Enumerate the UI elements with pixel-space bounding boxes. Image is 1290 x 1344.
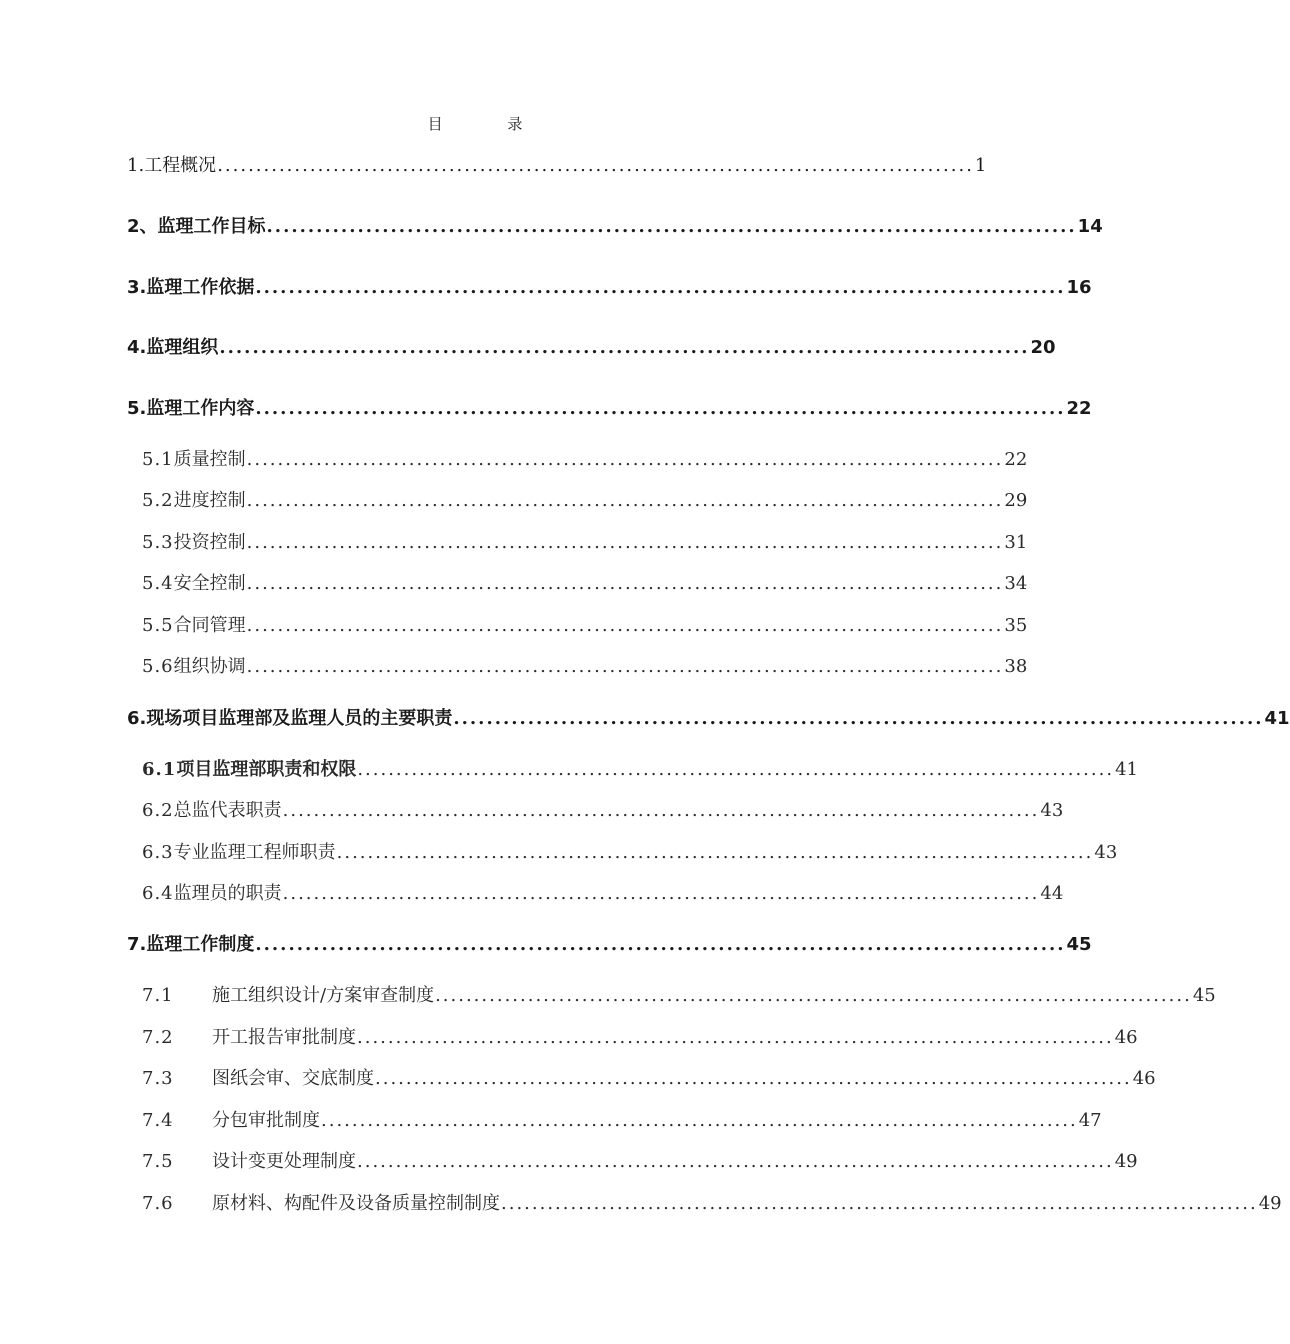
page-number: 14	[1077, 216, 1103, 237]
toc-entry[interactable]	[0, 394, 1092, 424]
entry-number: 7.4	[142, 1110, 174, 1131]
dot-leader: ..................................................................................................	[357, 1027, 1114, 1048]
dot-leader: ..................................................................................................	[435, 985, 1192, 1006]
entry-number: 5.	[127, 398, 147, 419]
page-number: 41	[1115, 759, 1138, 780]
entry-title: 开工报告审批制度	[212, 1027, 356, 1048]
entry-title: 监理工作依据	[146, 277, 255, 298]
dot-leader: ..................................................................................................	[255, 398, 1066, 419]
dot-leader: ..................................................................................................	[246, 615, 1004, 636]
entry-title: 监理工作内容	[146, 398, 255, 419]
toc-entry[interactable]	[0, 273, 1092, 303]
page-number: 35	[1004, 615, 1028, 636]
entry-title: 总监代表职责	[173, 800, 282, 821]
dot-leader: ..................................................................................................	[336, 842, 1094, 863]
page-number: 22	[1004, 449, 1028, 470]
toc-entry[interactable]	[0, 333, 1056, 363]
page-number: 44	[1040, 883, 1064, 904]
dot-leader: ..................................................................................................	[501, 1193, 1258, 1214]
page-title: 目 录	[427, 115, 553, 133]
page-number: 46	[1132, 1068, 1156, 1089]
entry-number: 6.4	[142, 883, 174, 904]
toc-entry[interactable]	[0, 796, 1064, 826]
toc-entry[interactable]	[0, 652, 1028, 682]
toc-entry[interactable]	[0, 528, 1028, 558]
page-number: 45	[1192, 985, 1216, 1006]
toc-entry[interactable]	[0, 1147, 1138, 1177]
dot-leader: ..................................................................................................	[219, 337, 1030, 358]
dot-leader: ..................................................................................................	[357, 1151, 1114, 1172]
dot-leader: ..................................................................................................	[255, 934, 1066, 955]
entry-number: 1.	[127, 155, 145, 176]
page-number: 34	[1004, 573, 1028, 594]
entry-title: 工程概况	[144, 155, 217, 176]
entry-number: 5.5	[142, 615, 174, 636]
page-number: 22	[1066, 398, 1092, 419]
entry-number: 6.1	[142, 759, 177, 780]
toc-entry[interactable]	[0, 569, 1028, 599]
entry-number: 5.4	[142, 573, 174, 594]
dot-leader: ..................................................................................................	[321, 1110, 1078, 1131]
page-number: 1	[974, 155, 987, 176]
entry-number: 5.2	[142, 490, 174, 511]
toc-entry[interactable]	[0, 838, 1118, 868]
entry-number: 2、	[127, 216, 158, 237]
page-number: 41	[1264, 708, 1290, 729]
toc-entry[interactable]	[0, 1064, 1156, 1094]
dot-leader: ..................................................................................................	[357, 759, 1115, 780]
entry-title: 原材料、构配件及设备质量控制制度	[212, 1193, 500, 1214]
entry-number: 7.2	[142, 1027, 174, 1048]
entry-title: 进度控制	[173, 490, 246, 511]
toc-entry[interactable]	[0, 611, 1028, 641]
dot-leader: ..................................................................................................	[246, 573, 1004, 594]
toc-entry[interactable]	[0, 1189, 1282, 1219]
dot-leader: ..................................................................................................	[246, 532, 1004, 553]
entry-number: 3.	[127, 277, 147, 298]
toc-entry[interactable]	[0, 445, 1028, 475]
dot-leader: ..................................................................................................	[282, 883, 1040, 904]
page-number: 20	[1030, 337, 1056, 358]
dot-leader: ..................................................................................................	[453, 708, 1264, 729]
entry-title: 分包审批制度	[212, 1110, 320, 1131]
toc-entry[interactable]	[0, 704, 1290, 734]
entry-title: 质量控制	[173, 449, 246, 470]
entry-title: 安全控制	[173, 573, 246, 594]
entry-number: 6.3	[142, 842, 174, 863]
entry-title: 投资控制	[173, 532, 246, 553]
entry-title: 设计变更处理制度	[212, 1151, 356, 1172]
entry-title: 合同管理	[173, 615, 246, 636]
page-number: 31	[1004, 532, 1028, 553]
dot-leader: ..................................................................................................	[282, 800, 1040, 821]
dot-leader: ..................................................................................................	[375, 1068, 1132, 1089]
page-number: 49	[1258, 1193, 1282, 1214]
dot-leader: ..................................................................................................	[217, 155, 974, 176]
dot-leader: ..................................................................................................	[246, 449, 1004, 470]
entry-title: 组织协调	[173, 656, 246, 677]
dot-leader: ..................................................................................................	[246, 656, 1004, 677]
entry-title: 施工组织设计/方案审查制度	[212, 985, 435, 1006]
entry-title: 图纸会审、交底制度	[212, 1068, 374, 1089]
page-number: 45	[1066, 934, 1092, 955]
page-number: 29	[1004, 490, 1028, 511]
entry-number: 6.	[127, 708, 147, 729]
entry-title: 项目监理部职责和权限	[176, 759, 357, 780]
toc-entry[interactable]	[0, 755, 1138, 785]
entry-title: 监理组织	[146, 337, 219, 358]
entry-title: 专业监理工程师职责	[173, 842, 336, 863]
entry-number: 7.5	[142, 1151, 174, 1172]
page-number: 46	[1114, 1027, 1138, 1048]
page-number: 16	[1066, 277, 1092, 298]
entry-number: 6.2	[142, 800, 174, 821]
toc-entry[interactable]	[0, 930, 1092, 960]
page-number: 38	[1004, 656, 1028, 677]
entry-title: 现场项目监理部及监理人员的主要职责	[146, 708, 453, 729]
page-number: 43	[1094, 842, 1118, 863]
page-number: 43	[1040, 800, 1064, 821]
toc-entry[interactable]	[0, 981, 1216, 1011]
page-number: 49	[1114, 1151, 1138, 1172]
toc-entry[interactable]	[0, 212, 1103, 242]
entry-number: 7.	[127, 934, 147, 955]
dot-leader: ..................................................................................................	[255, 277, 1066, 298]
entry-title: 监理工作制度	[146, 934, 255, 955]
entry-number: 4.	[127, 337, 147, 358]
entry-number: 7.1	[142, 985, 174, 1006]
entry-number: 5.3	[142, 532, 174, 553]
toc-entry[interactable]	[0, 151, 987, 181]
entry-number: 5.1	[142, 449, 174, 470]
entry-number: 5.6	[142, 656, 174, 677]
dot-leader: ..................................................................................................	[266, 216, 1077, 237]
toc-entry[interactable]	[0, 879, 1064, 909]
entry-number: 7.3	[142, 1068, 174, 1089]
toc-entry[interactable]	[0, 1023, 1138, 1053]
toc-entry[interactable]	[0, 486, 1028, 516]
entry-title: 监理员的职责	[173, 883, 282, 904]
dot-leader: ..................................................................................................	[246, 490, 1004, 511]
entry-title: 监理工作目标	[157, 216, 266, 237]
toc-entry[interactable]	[0, 1106, 1102, 1136]
page-number: 47	[1078, 1110, 1102, 1131]
entry-number: 7.6	[142, 1193, 174, 1214]
